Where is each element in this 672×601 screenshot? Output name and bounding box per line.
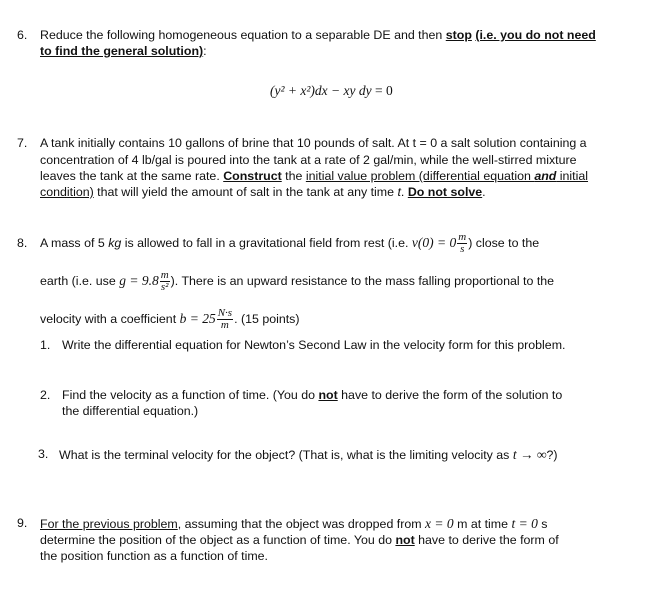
p7-text-2: that will yield the amount of salt in the tank at any time xyxy=(93,185,398,199)
problem-6-number: 6. xyxy=(17,28,28,42)
p8-b: b = 25 xyxy=(179,311,216,326)
p9-t0: t = 0 xyxy=(511,516,538,531)
p6-text: Reduce the following homogeneous equation to a separable DE and then xyxy=(40,28,446,42)
frac-den-2: s² xyxy=(160,281,169,294)
frac-den-3: m xyxy=(217,319,233,331)
p7-the: the xyxy=(281,169,306,183)
q2-line-2: the differential equation.) xyxy=(62,404,199,418)
q2-not: not xyxy=(318,388,338,402)
equation-lhs: (y² + x²)dx − xy dy xyxy=(270,83,372,98)
q3-number: 3. xyxy=(38,447,49,461)
problem-9-line-2 xyxy=(40,533,559,547)
p9-x0: x = 0 xyxy=(425,516,454,531)
p9-text-2: m at time xyxy=(453,517,512,531)
p8-text-3: ) close to the xyxy=(468,236,540,250)
problem-6-line-1 xyxy=(40,28,596,42)
q1-text: Write the differential equation for Newton’s Second Law in the velocity form for this problem. xyxy=(62,338,566,352)
p9-not: not xyxy=(395,533,415,547)
problem-6-equation xyxy=(270,83,393,99)
p8-text-6: velocity with a coefficient xyxy=(40,312,180,326)
p9-text: , assuming that the object was dropped from xyxy=(177,517,426,531)
q3-text-1: What is the terminal velocity for the object? (That is, what is the limiting velocity as xyxy=(59,448,513,462)
p7-ivp: initial value problem (differential equation xyxy=(305,169,535,183)
q2-text-2: have to derive the form of the solution to xyxy=(337,388,563,402)
p7-initial: initial xyxy=(556,169,589,183)
p6-emphasis: (i.e. you do not need xyxy=(475,28,596,42)
problem-8-line-3 xyxy=(40,304,300,334)
q2-number: 2. xyxy=(40,388,51,402)
p6-stop: stop xyxy=(445,28,472,42)
p7-and: and xyxy=(534,169,557,183)
p8-kg: kg xyxy=(108,236,122,250)
p7-period: . xyxy=(482,185,486,199)
fraction-m-per-s xyxy=(457,232,467,255)
q3-close: ?) xyxy=(546,448,558,462)
problem-7-number: 7. xyxy=(17,136,28,150)
problem-9-line-3: the position function as a function of time. xyxy=(40,549,268,563)
q2-line-1 xyxy=(62,388,562,402)
p7-do-not-solve: Do not solve xyxy=(407,185,483,199)
problem-9-number: 9. xyxy=(17,516,28,530)
q1-number: 1. xyxy=(40,338,51,352)
problem-8-number: 8. xyxy=(17,236,28,250)
p7-text: leaves the tank at the same rate. xyxy=(40,169,224,183)
p9-text-4: have to derive the form of xyxy=(414,533,559,547)
frac-num-2: m xyxy=(160,269,169,282)
problem-8-line-2 xyxy=(40,266,554,296)
p7-t: t xyxy=(397,185,401,199)
problem-6-line-2 xyxy=(40,44,207,58)
p7-dot: . xyxy=(400,185,408,199)
equation-rhs: = 0 xyxy=(375,83,393,98)
p8-text-5: ). There is an upward resistance to the mass falling proportional to the xyxy=(170,274,555,288)
frac-den: s xyxy=(457,243,467,255)
problem-7-line-2: concentration of 4 lb/gal is poured into the tank at a rate of 2 gal/min, while the well-stirred mixture xyxy=(40,153,577,167)
p8-v0: v(0) = 0 xyxy=(411,235,457,250)
p8-text: A mass of 5 xyxy=(40,236,109,250)
frac-num: m xyxy=(458,231,467,244)
p6-colon: : xyxy=(203,44,207,58)
p6-emphasis-2: to find the general solution) xyxy=(40,44,204,58)
problem-7-line-1: A tank initially contains 10 gallons of brine that 10 pounds of salt. At t = 0 a salt solution containing a xyxy=(40,136,587,150)
problem-7-line-4 xyxy=(40,185,486,199)
q2-text: Find the velocity as a function of time. (You do xyxy=(62,388,319,402)
q3-text xyxy=(59,447,557,463)
frac-num-3: N·s xyxy=(217,307,233,320)
fraction-m-per-s2 xyxy=(160,270,170,293)
p9-prev: For the previous problem xyxy=(40,517,178,531)
problem-7-line-3 xyxy=(40,169,588,183)
problem-8-line-1 xyxy=(40,228,539,258)
p9-s: s xyxy=(537,517,548,531)
p9-text-3: determine the position of the object as a function of time. You do xyxy=(40,533,396,547)
p8-points: . (15 points) xyxy=(234,312,300,326)
p7-condition: condition) xyxy=(40,185,94,199)
p8-text-2: is allowed to fall in a gravitational field from rest (i.e. xyxy=(121,236,412,250)
p8-g: g = 9.8 xyxy=(119,273,159,288)
problem-9-line-1 xyxy=(40,516,547,532)
p8-text-4: earth (i.e. use xyxy=(40,274,120,288)
p7-construct: Construct xyxy=(223,169,282,183)
fraction-ns-per-m xyxy=(217,308,233,331)
q3-limit: t → ∞ xyxy=(512,447,547,462)
